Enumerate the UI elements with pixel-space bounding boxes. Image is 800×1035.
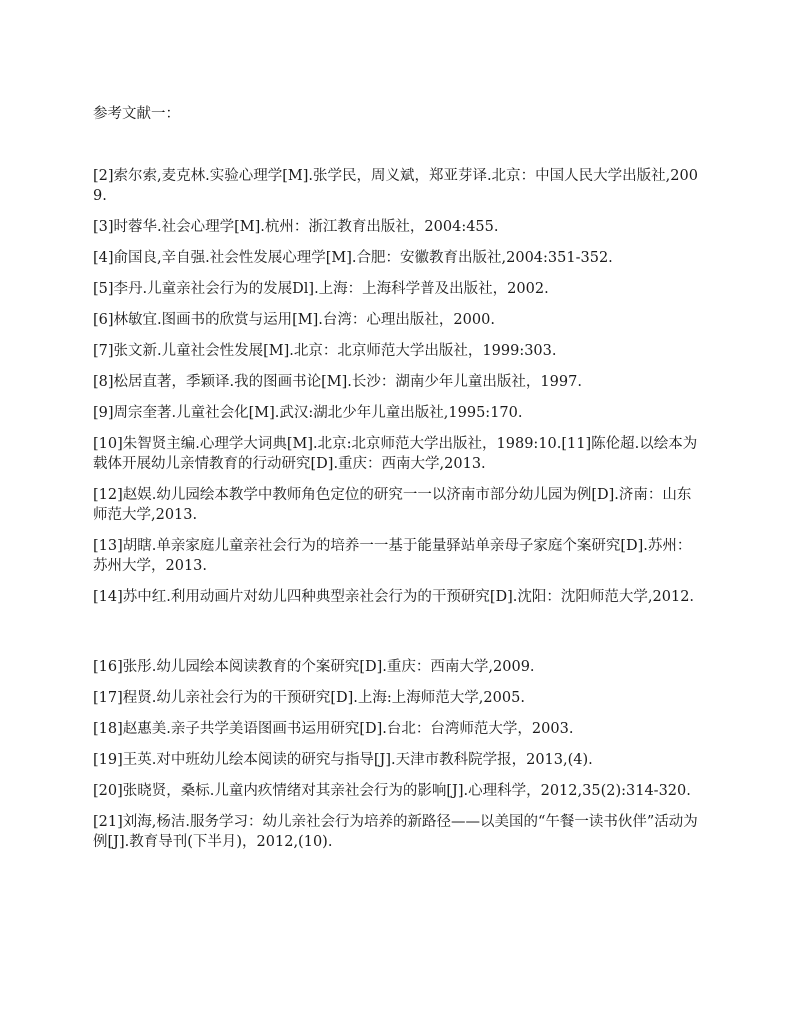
reference-item: [12]赵娱.幼儿园绘本教学中教师角色定位的研究一一以济南市部分幼儿园为例[D].济南：山东师范大学,2013. [93, 487, 692, 523]
reference-item: [8]松居直著，季颖译.我的图画书论[M].长沙：湖南少年儿童出版社，1997. [93, 374, 582, 390]
reference-item: [21]刘海,杨洁.服务学习：幼儿亲社会行为培养的新路径——以美国的“午餐一读书伙伴”活动为例[J].教育导刊(下半月)，2012,(10). [93, 814, 698, 850]
reference-item: [16]张彤.幼儿园绘本阅读教育的个案研究[D].重庆：西南大学,2009. [93, 659, 535, 675]
reference-item: [19]王英.对中班幼儿绘本阅读的研究与指导[J].天津市教科院学报，2013,(4). [93, 752, 593, 768]
reference-item: [13]胡瞎.单亲家庭儿童亲社会行为的培养一一基于能量驿站单亲母子家庭个案研究[D].苏州：苏州大学，2013. [93, 538, 692, 574]
reference-item: [14]苏中红.利用动画片对幼儿四种典型亲社会行为的干预研究[D].沈阳：沈阳师范大学,2012. [93, 589, 695, 605]
reference-item: [4]俞国良,辛自强.社会性发展心理学[M].合肥：安徽教育出版社,2004:351-352. [93, 250, 613, 266]
reference-item: [6]林敏宜.图画书的欣赏与运用[M].台湾：心理出版社，2000. [93, 312, 495, 328]
reference-item: [9]周宗奎著.儿童社会化[M].武汉:湖北少年儿童出版社,1995:170. [93, 405, 523, 421]
reference-list [93, 166, 705, 863]
reference-item: [2]索尔索,麦克林.实验心理学[M].张学民，周义斌，郑亚芽译.北京：中国人民大学出版社,2009. [93, 168, 698, 204]
reference-item: [20]张晓贤，桑标.儿童内疚情绪对其亲社会行为的影响[J].心理科学，2012,35(2):314-320. [93, 783, 691, 799]
reference-item: [7]张文新.儿童社会性发展[M].北京：北京师范大学出版社，1999:303. [93, 343, 557, 359]
reference-item: [5]李丹.儿童亲社会行为的发展Dl].上海：上海科学普及出版社，2002. [93, 281, 549, 297]
references-heading: 参考文献一： [93, 106, 180, 122]
reference-item: [17]程贤.幼儿亲社会行为的干预研究[D].上海:上海师范大学,2005. [93, 690, 525, 706]
reference-item: [3]时蓉华.社会心理学[M].杭州：浙江教育出版社，2004:455. [93, 219, 499, 235]
reference-item: [10]朱智贤主编.心理学大词典[M].北京:北京师范大学出版社，1989:10.[11]陈伦超.以绘本为载体开展幼儿亲情教育的行动研究[D].重庆：西南大学,2013. [93, 436, 698, 472]
reference-item: [18]赵惠美.亲子共学美语图画书运用研究[D].台北：台湾师范大学，2003. [93, 721, 574, 737]
